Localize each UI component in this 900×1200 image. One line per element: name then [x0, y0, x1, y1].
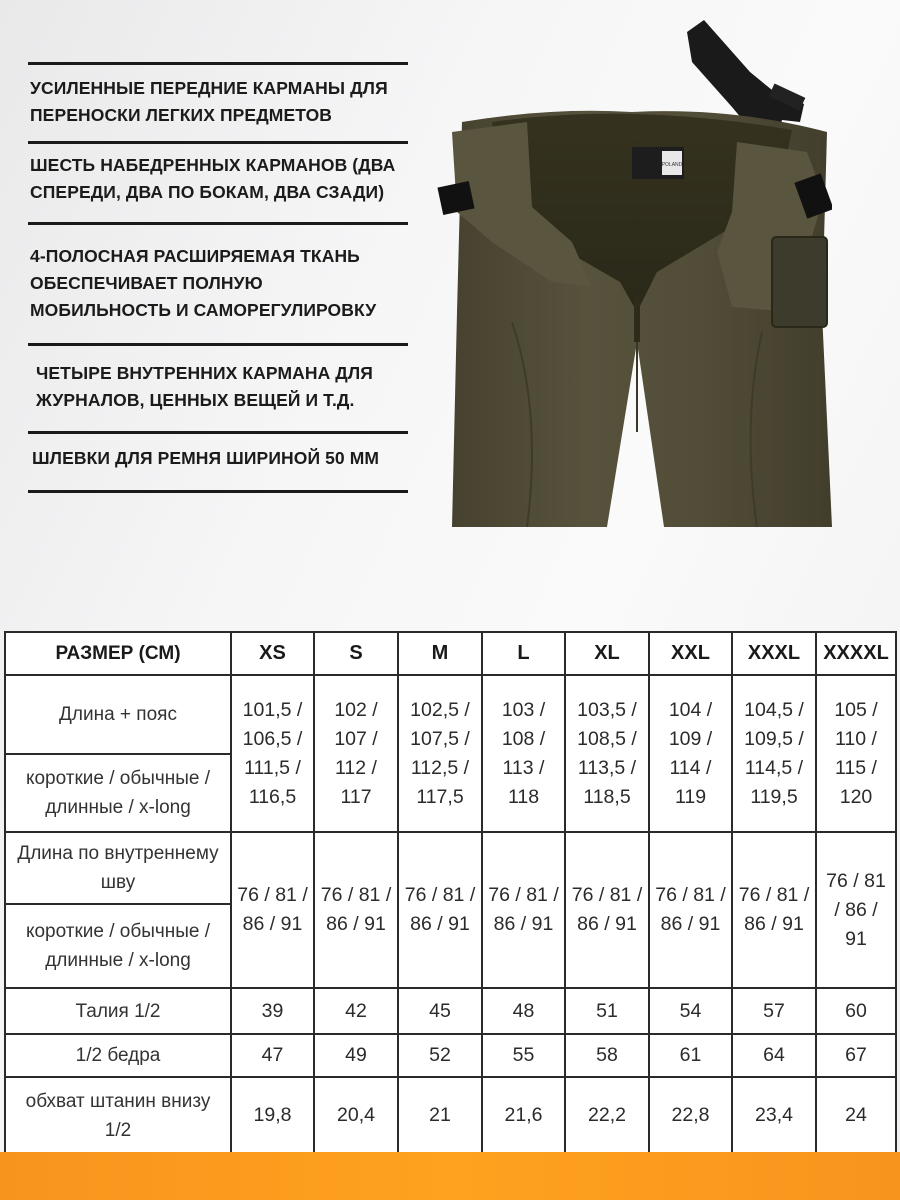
divider	[28, 490, 408, 493]
size-header: M	[398, 632, 482, 675]
table-cell: 61	[649, 1034, 732, 1077]
size-header: XXXXL	[816, 632, 896, 675]
row-label-length: Длина + пояс	[5, 675, 231, 754]
feature-item-stretch-fabric: 4-ПОЛОСНАЯ РАСШИРЯЕМАЯ ТКАНЬ ОБЕСПЕЧИВАЕТ ПОЛНУЮ МОБИЛЬНОСТЬ И САМОРЕГУЛИРОВКУ	[30, 246, 377, 320]
table-cell: 102,5 / 107,5 / 112,5 / 117,5	[398, 675, 482, 832]
table-cell: 45	[398, 988, 482, 1034]
row-label-hip: 1/2 бедра	[5, 1034, 231, 1077]
table-cell: 104 / 109 / 114 / 119	[649, 675, 732, 832]
row-label-length-variants: короткие / обычные / длинные / x-long	[5, 754, 231, 832]
table-cell: 49	[314, 1034, 398, 1077]
table-cell: 19,8	[231, 1077, 314, 1154]
table-cell: 42	[314, 988, 398, 1034]
table-cell: 60	[816, 988, 896, 1034]
table-cell: 39	[231, 988, 314, 1034]
table-cell: 76 / 81 / 86 / 91	[231, 832, 314, 988]
row-label-inseam-variants: короткие / обычные / длинные / x-long	[5, 904, 231, 988]
table-row	[5, 988, 896, 1034]
size-header: XS	[231, 632, 314, 675]
table-cell: 52	[398, 1034, 482, 1077]
table-cell: 51	[565, 988, 649, 1034]
feature-item-belt-loops: ШЛЕВКИ ДЛЯ РЕМНЯ ШИРИНОЙ 50 ММ	[32, 448, 380, 468]
table-row	[5, 1077, 896, 1154]
table-cell: 103,5 / 108,5 / 113,5 / 118,5	[565, 675, 649, 832]
table-cell: 20,4	[314, 1077, 398, 1154]
table-cell: 58	[565, 1034, 649, 1077]
table-cell: 22,8	[649, 1077, 732, 1154]
table-cell: 76 / 81 / 86 / 91	[482, 832, 565, 988]
size-header: XL	[565, 632, 649, 675]
table-row	[5, 1034, 896, 1077]
feature-item-inner-pockets: ЧЕТЫРЕ ВНУТРЕННИХ КАРМАНА ДЛЯ ЖУРНАЛОВ, ЦЕННЫХ ВЕЩЕЙ И Т.Д.	[36, 363, 373, 410]
table-cell: 21,6	[482, 1077, 565, 1154]
table-cell: 47	[231, 1034, 314, 1077]
size-header: XXXL	[732, 632, 816, 675]
feature-list	[28, 62, 408, 493]
table-cell: 57	[732, 988, 816, 1034]
table-cell: 104,5 / 109,5 / 114,5 / 119,5	[732, 675, 816, 832]
table-cell: 76 / 81 / 86 / 91	[816, 832, 896, 988]
table-cell: 76 / 81 / 86 / 91	[649, 832, 732, 988]
table-cell: 22,2	[565, 1077, 649, 1154]
row-label-leg-opening: обхват штанин внизу 1/2	[5, 1077, 231, 1154]
size-header: L	[482, 632, 565, 675]
row-label-waist: Талия 1/2	[5, 988, 231, 1034]
table-cell: 76 / 81 / 86 / 91	[314, 832, 398, 988]
table-row	[5, 675, 896, 754]
feature-item-front-pockets: УСИЛЕННЫЕ ПЕРЕДНИЕ КАРМАНЫ ДЛЯ ПЕРЕНОСКИ ЛЕГКИХ ПРЕДМЕТОВ	[30, 78, 388, 125]
table-cell: 105 / 110 / 115 / 120	[816, 675, 896, 832]
table-row	[5, 832, 896, 904]
table-cell: 48	[482, 988, 565, 1034]
tag-text: POLAND	[661, 162, 683, 168]
table-cell: 103 / 108 / 113 / 118	[482, 675, 565, 832]
table-cell: 55	[482, 1034, 565, 1077]
table-cell: 24	[816, 1077, 896, 1154]
table-header-row	[5, 632, 896, 675]
header-label: РАЗМЕР (СМ)	[5, 632, 231, 675]
table-cell: 101,5 / 106,5 / 111,5 / 116,5	[231, 675, 314, 832]
table-cell: 54	[649, 988, 732, 1034]
size-header: S	[314, 632, 398, 675]
accent-bar	[0, 1152, 900, 1200]
size-header: XXL	[649, 632, 732, 675]
table-cell: 76 / 81 / 86 / 91	[565, 832, 649, 988]
table-cell: 21	[398, 1077, 482, 1154]
pants-icon	[437, 111, 832, 527]
table-cell: 76 / 81 / 86 / 91	[732, 832, 816, 988]
feature-item-thigh-pockets: ШЕСТЬ НАБЕДРЕННЫХ КАРМАНОВ (ДВА СПЕРЕДИ, ДВА ПО БОКАМ, ДВА СЗАДИ)	[30, 155, 396, 202]
table-cell: 102 / 107 / 112 / 117	[314, 675, 398, 832]
table-cell: 76 / 81 / 86 / 91	[398, 832, 482, 988]
row-label-inseam: Длина по внутреннему шву	[5, 832, 231, 904]
table-cell: 23,4	[732, 1077, 816, 1154]
table-cell: 67	[816, 1034, 896, 1077]
size-table	[4, 631, 897, 1155]
product-image	[432, 12, 832, 527]
table-cell: 64	[732, 1034, 816, 1077]
